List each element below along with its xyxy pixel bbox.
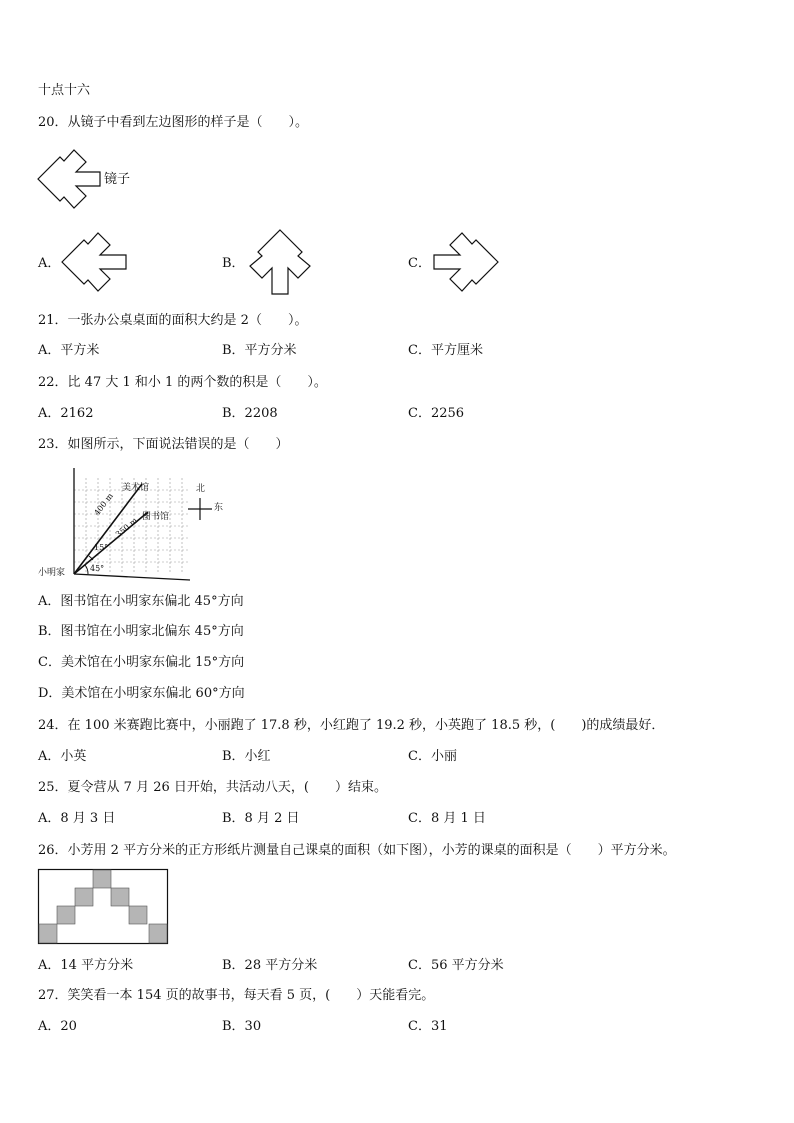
q23-art-museum-label: 美术馆 xyxy=(122,483,150,493)
q23-option-a[interactable]: A．图书馆在小明家东偏北 45°方向 xyxy=(38,594,244,609)
q21-option-b[interactable]: B．平方分米 xyxy=(222,343,297,358)
q25-option-a[interactable]: A．8 月 3 日 xyxy=(38,811,116,826)
question-23-text: 23．如图所示，下面说法错误的是（ ） xyxy=(38,437,289,452)
question-26-text: 26．小芳用 2 平方分米的正方形纸片测量自己课桌的面积（如下图），小芳的课桌的面积是（ ）平方分米。 xyxy=(38,843,676,858)
question-20-text: 20．从镜子中看到左边图形的样子是（ ）。 xyxy=(38,115,309,130)
q23-distance-art: 400 m xyxy=(92,491,115,518)
q23-library-label: 图书馆 xyxy=(142,512,170,522)
q26-desk-figure xyxy=(38,869,168,945)
q26-option-c[interactable]: C．56 平方分米 xyxy=(408,958,504,973)
q23-distance-library: 350 m xyxy=(113,515,140,540)
question-22-text: 22．比 47 大 1 和小 1 的两个数的积是（ ）。 xyxy=(38,375,327,390)
q26-option-b[interactable]: B．28 平方分米 xyxy=(222,958,318,973)
q20-option-b-figure[interactable] xyxy=(244,228,316,296)
q22-option-c[interactable]: C．2256 xyxy=(408,406,465,421)
q23-angle-small-label: 15° xyxy=(94,543,109,552)
q23-option-c[interactable]: C．美术馆在小明家东偏北 15°方向 xyxy=(38,655,245,670)
q23-angle-arc-large xyxy=(85,565,88,574)
question-25-text: 25．夏令营从 7 月 26 日开始，共活动八天，( ）结束。 xyxy=(38,780,387,795)
q21-option-a[interactable]: A．平方米 xyxy=(38,343,100,358)
q23-home-label: 小明家 xyxy=(38,568,66,578)
q25-option-b[interactable]: B．8 月 2 日 xyxy=(222,811,300,826)
q25-option-c[interactable]: C．8 月 1 日 xyxy=(408,811,486,826)
q24-option-c[interactable]: C．小丽 xyxy=(408,749,457,764)
q20-option-a-figure[interactable] xyxy=(60,228,130,296)
q22-option-a[interactable]: A．2162 xyxy=(38,406,94,421)
q23-option-b[interactable]: B．图书馆在小明家北偏东 45°方向 xyxy=(38,624,244,639)
question-24-text: 24．在 100 米赛跑比赛中，小丽跑了 17.8 秒，小红跑了 19.2 秒，小英跑了 18.5 秒，( )的成绩最好． xyxy=(38,718,665,733)
q20-option-c-figure[interactable] xyxy=(430,228,500,296)
question-27-text: 27．笑笑看一本 154 页的故事书，每天看 5 页，( ）天能看完。 xyxy=(38,988,435,1003)
question-21-text: 21．一张办公桌桌面的面积大约是 2（ ）。 xyxy=(38,313,308,328)
header-fragment: 十点十六 xyxy=(38,83,91,98)
q23-compass-icon xyxy=(188,498,212,520)
q23-option-d[interactable]: D．美术馆在小明家东偏北 60°方向 xyxy=(38,686,245,701)
q26-option-a[interactable]: A．14 平方分米 xyxy=(38,958,134,973)
q21-option-c[interactable]: C．平方厘米 xyxy=(408,343,483,358)
q22-option-b[interactable]: B．2208 xyxy=(222,406,278,421)
q20-option-a-label[interactable]: A． xyxy=(38,256,61,271)
q23-compass-east: 东 xyxy=(214,503,224,513)
q20-option-c-label[interactable]: C． xyxy=(408,256,431,271)
q23-compass-north: 北 xyxy=(196,484,206,494)
q23-angle-large-label: 45° xyxy=(90,564,105,573)
q24-option-a[interactable]: A．小英 xyxy=(38,749,87,764)
q20-mirror-label: 镜子 xyxy=(104,172,131,187)
q27-option-a[interactable]: A．20 xyxy=(38,1019,77,1034)
q20-option-b-label[interactable]: B． xyxy=(222,256,245,271)
q27-option-c[interactable]: C．31 xyxy=(408,1019,448,1034)
q27-option-b[interactable]: B．30 xyxy=(222,1019,262,1034)
q24-option-b[interactable]: B．小红 xyxy=(222,749,271,764)
